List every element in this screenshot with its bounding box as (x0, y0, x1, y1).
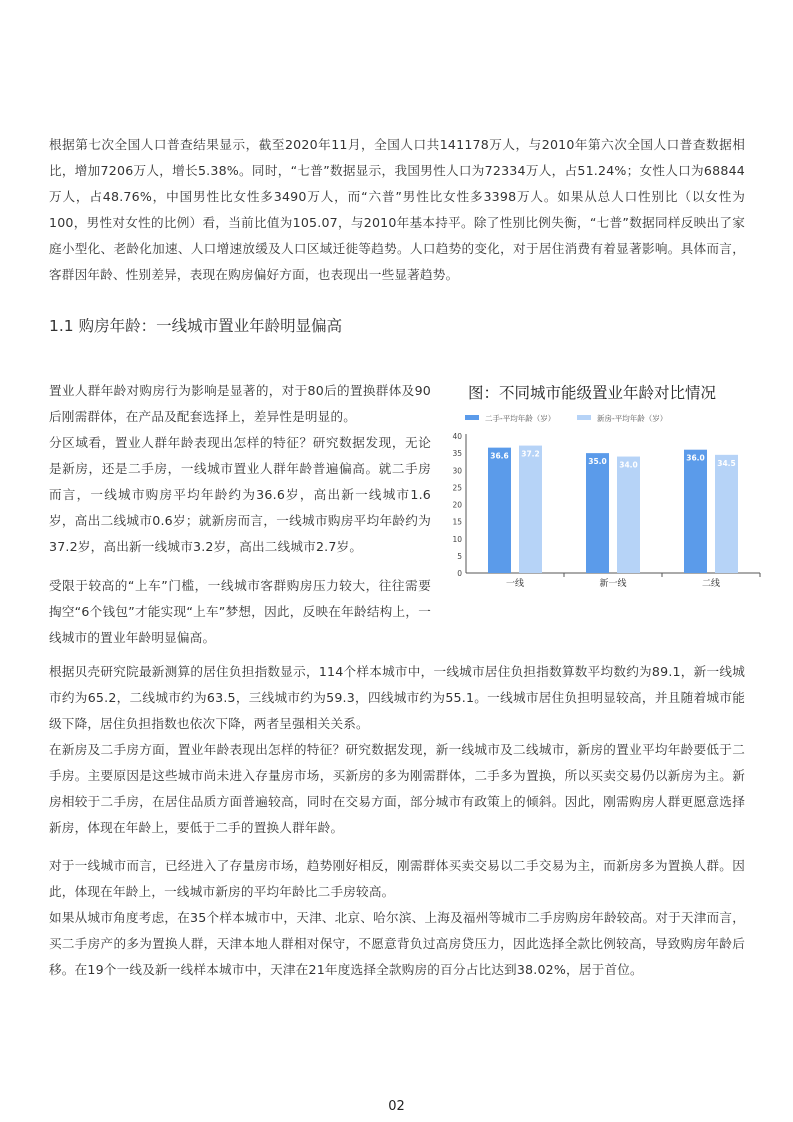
chart-canvas (448, 406, 768, 596)
bar-1-2 (586, 453, 609, 573)
age-comparison-chart (448, 378, 768, 598)
page-number: 02 (388, 1099, 405, 1114)
legend-swatch-1 (465, 415, 479, 420)
body-paragraph-4: 如果从城市角度考虑，在35个样本城市中，天津、北京、哈尔滨、上海及福州等城市二手房购房年龄较高。对于天津而言，买二手房产的多为置换人群，天津本地人群相对保守，不愿意背负过高房贷压力，因此选择全款比例较高，导致购房年龄后移。在19个一线及新一线样本城市中，天津在21年度选择全款购房的百分占比达到38.02%，居于首位。 (49, 910, 745, 977)
y-tick-label-5: 25 (452, 483, 462, 493)
value-label-1-2: 35.0 (588, 457, 607, 467)
body-paragraph-3: 对于一线城市而言，已经进入了存量房市场，趋势刚好相反，刚需群体买卖交易以二手交易为主，而新房多为置换人群。因此，体现在年龄上，一线城市新房的平均年龄比二手房较高。 (49, 858, 745, 899)
x-category-label-2: 新一线 (599, 579, 627, 589)
bar-1-3 (684, 450, 707, 573)
left-paragraph-3: 受限于较高的“上车”门槛，一线城市客群购房压力较大，往往需要掏空“6个钱包”才能实现“上车”梦想，因此，反映在年龄结构上，一线城市的置业年龄明显偏高。 (49, 578, 431, 645)
bar-1-1 (488, 448, 511, 573)
y-tick-label-6: 30 (452, 466, 462, 476)
chart-title: 图：不同城市能级置业年龄对比情况 (468, 384, 717, 402)
x-category-label-3: 二线 (701, 579, 721, 589)
section-heading: 1.1 购房年龄：一线城市置业年龄明显偏高 (49, 317, 343, 335)
y-tick-label-1: 5 (457, 551, 462, 561)
value-label-1-1: 36.6 (490, 451, 509, 461)
value-label-2-1: 37.2 (521, 449, 540, 459)
legend-swatch-2 (577, 415, 591, 420)
value-label-1-3: 36.0 (686, 453, 705, 463)
bar-2-3 (715, 455, 738, 573)
y-tick-label-2: 10 (452, 534, 462, 544)
left-paragraph-1: 置业人群年龄对购房行为影响是显著的，对于80后的置换群体及90后刚需群体，在产品及配套选择上，差异性是明显的。 (49, 383, 431, 424)
left-paragraph-2: 分区域看，置业人群年龄表现出怎样的特征？研究数据发现，无论是新房，还是二手房，一线城市置业人群年龄普遍偏高。就二手房而言，一线城市购房平均年龄约为36.6岁，高出新一线城市1.6岁，高出二线城市0.6岁；就新房而言，一线城市购房平均年龄约为37.2岁，高出新一线城市3.2岁，高出二线城市2.7岁。 (49, 435, 431, 554)
bar-2-1 (519, 446, 542, 573)
legend-label-2: 新房-平均年龄（岁） (597, 414, 668, 423)
body-paragraph-2: 在新房及二手房方面，置业年龄表现出怎样的特征？研究数据发现，新一线城市及二线城市，新房的置业平均年龄要低于二手房。主要原因是这些城市尚未进入存量房市场，买新房的多为刚需群体，二手多为置换，所以买卖交易仍以新房为主。新房相较于二手房，在居住品质方面普遍较高，同时在交易方面，部分城市有政策上的倾斜。因此，刚需购房人群更愿意选择新房，体现在年龄上，要低于二手的置换人群年龄。 (49, 742, 745, 835)
legend-label-1: 二手-平均年龄（岁） (485, 414, 556, 423)
value-label-2-3: 34.5 (717, 458, 736, 468)
intro-paragraph: 根据第七次全国人口普查结果显示，截至2020年11月，全国人口共141178万人，与2010年第六次全国人口普查数据相比，增加7206万人，增长5.38%。同时，“七普”数据显示，我国男性人口为72334万人，占51.24%；女性人口为68844万人，占48.76%，中国男性比女性多3490万人，而“六普”男性比女性多3398万人。如果从总人口性别比（以女性为100，男性对女性的比例）看，当前比值为105.07，与2010年基本持平。除了性别比例失衡，“七普”数据同样反映出了家庭小型化、老龄化加速、人口增速放缓及人口区域迁徙等趋势。人口趋势的变化，对于居住消费有着显著影响。具体而言，客群因年龄、性别差异，表现在购房偏好方面，也表现出一些显著趋势。 (49, 137, 745, 282)
y-tick-label-8: 40 (452, 432, 462, 441)
y-tick-label-7: 35 (452, 449, 462, 459)
bar-2-2 (617, 457, 640, 573)
y-tick-label-0: 0 (457, 569, 462, 578)
y-tick-label-4: 20 (452, 500, 462, 510)
body-paragraph-1: 根据贝壳研究院最新测算的居住负担指数显示，114个样本城市中，一线城市居住负担指数算数平均数约为89.1，新一线城市约为65.2，二线城市约为63.5，三线城市约为59.3，四线城市约为55.1。一线城市居住负担明显较高，并且随着城市能级下降，居住负担指数也依次下降，两者呈强相关关系。 (49, 664, 745, 731)
x-category-label-1: 一线 (505, 579, 525, 589)
y-tick-label-3: 15 (452, 517, 462, 527)
value-label-2-2: 34.0 (619, 460, 638, 470)
